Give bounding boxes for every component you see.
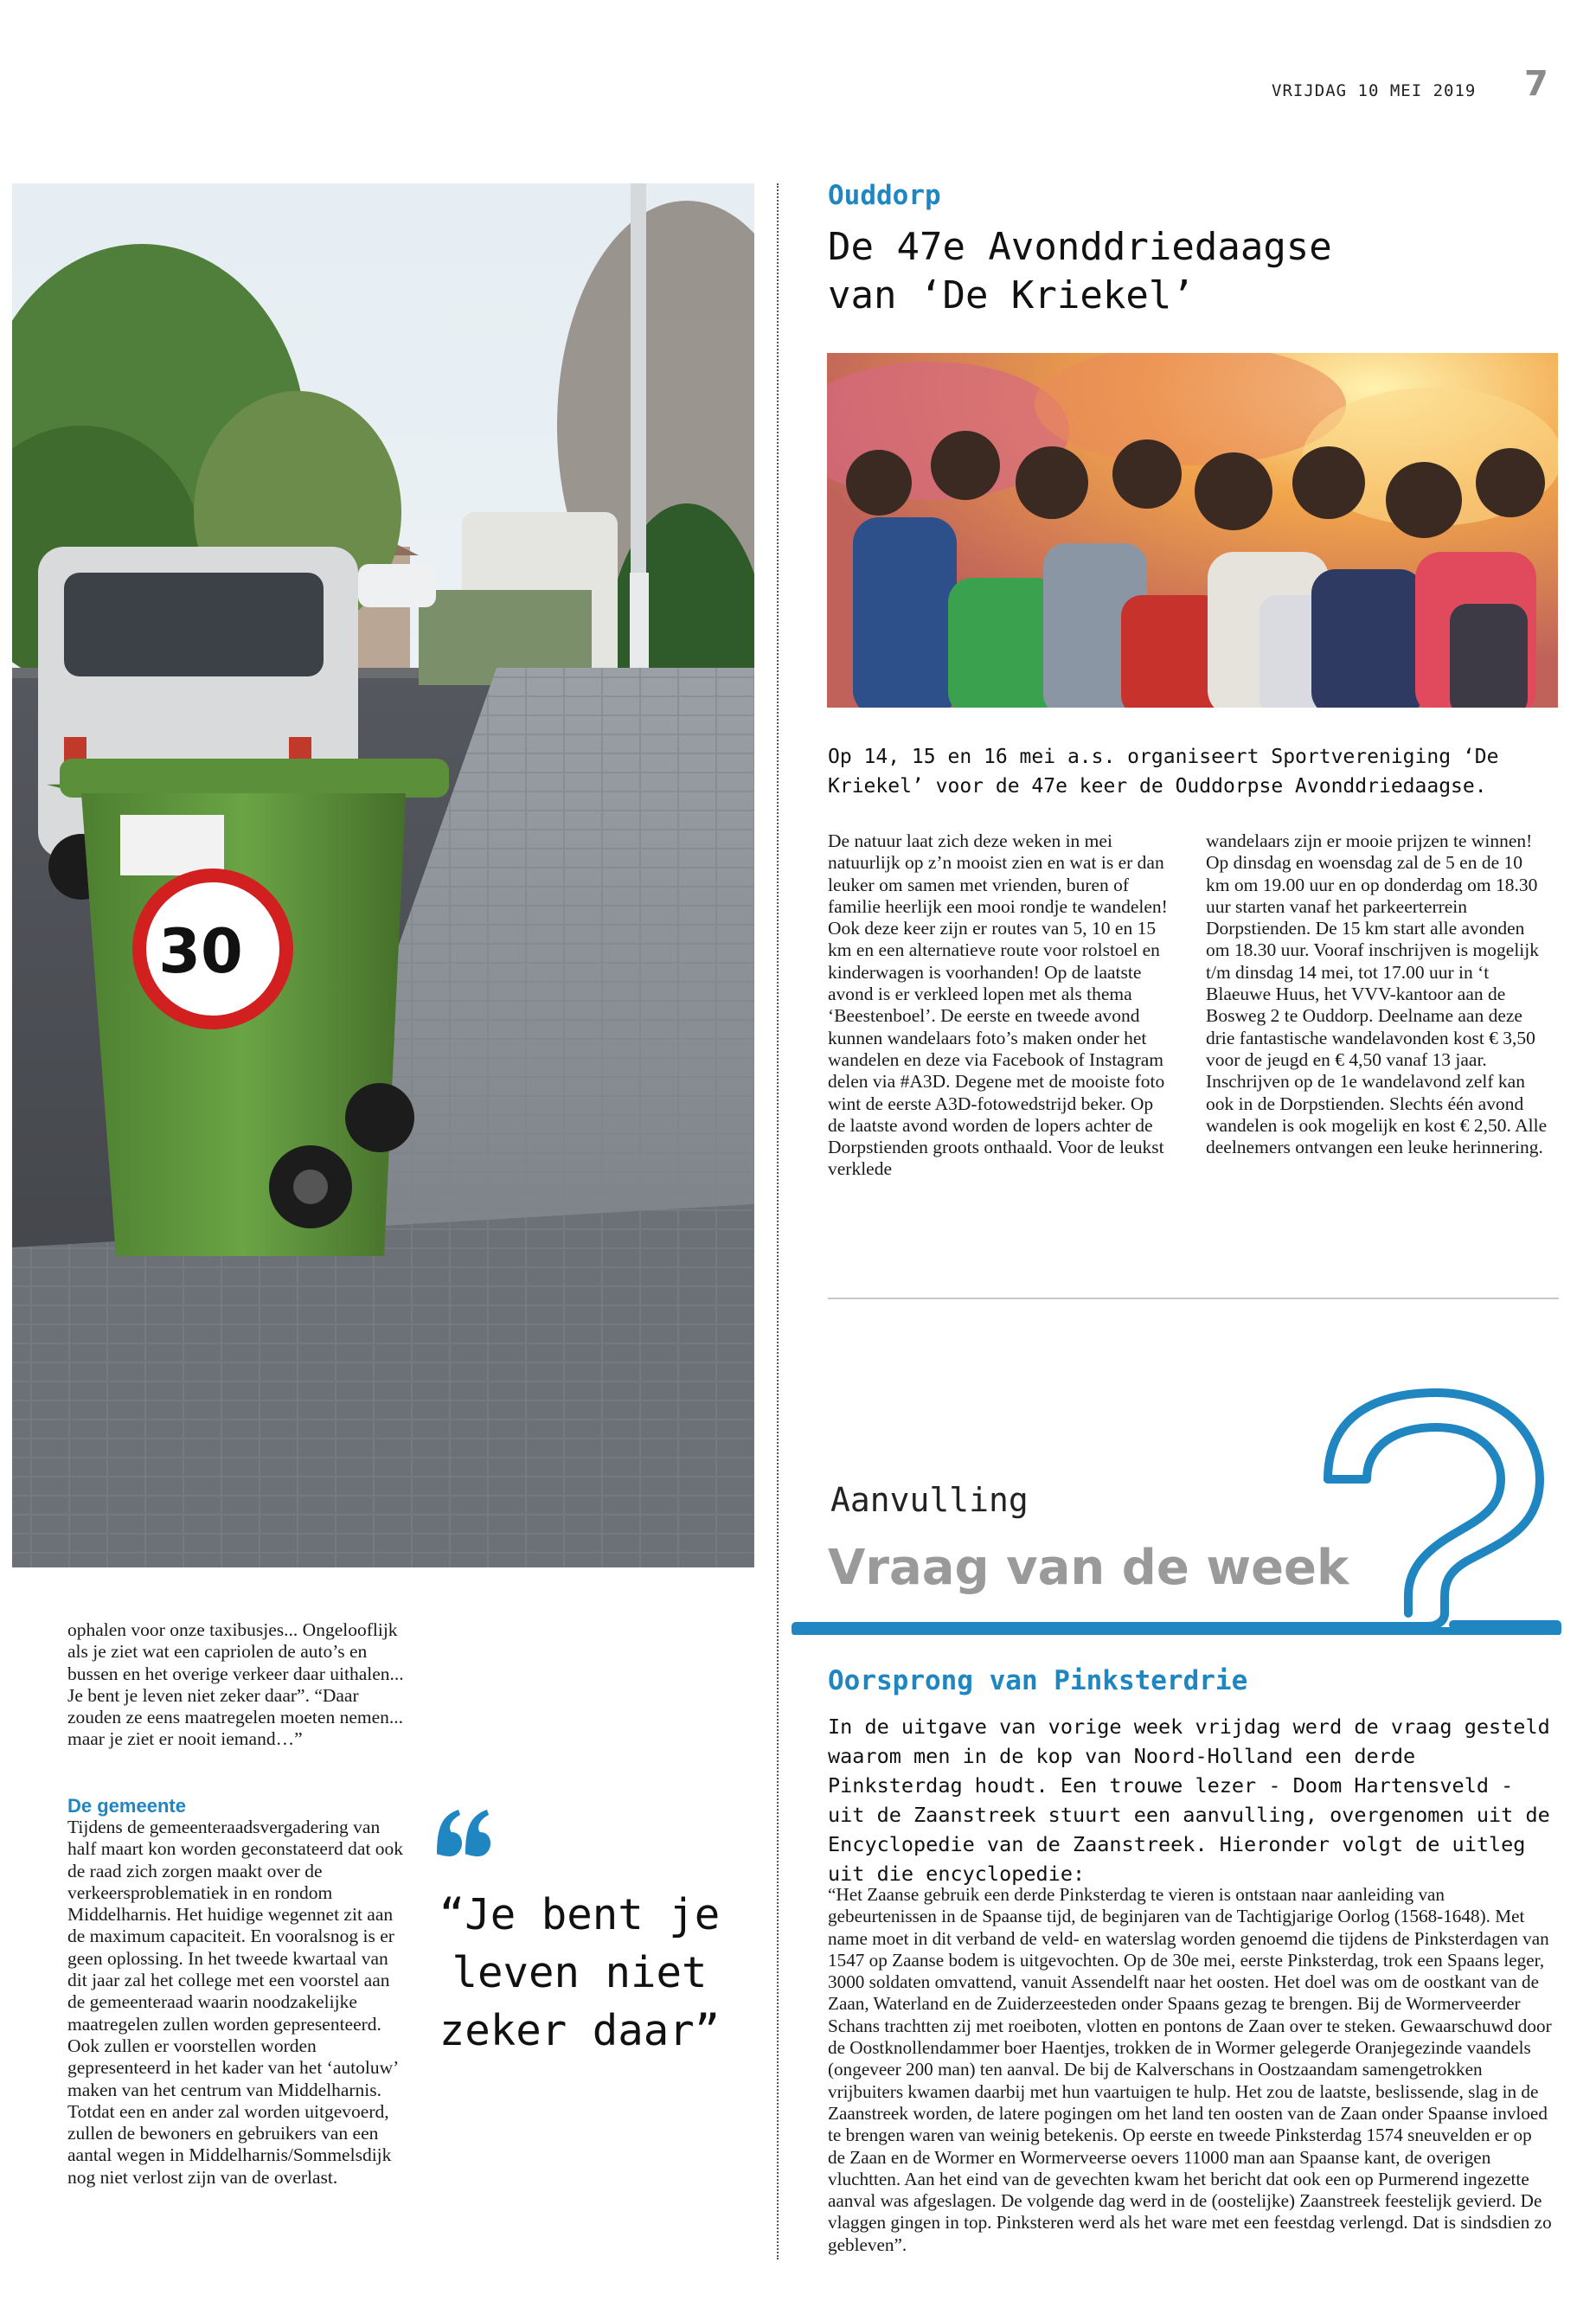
- article1-headline: [828, 223, 1485, 320]
- speed-sign-label: 30: [158, 916, 243, 987]
- article1-intro: Op 14, 15 en 16 mei a.s. organiseert Sportvereniging ‘De Kriekel’ voor de 47e keer de Ouddorpse Avonddriedaagse.: [828, 746, 1499, 798]
- article2-intro: In de uitgave van vorige week vrijdag werd de vraag gesteld waarom men in de kop van Noord-Holland een derde Pinksterdag houdt. Een trouwe lezer - Doom Hartensveld - uit de Zaanstreek stuurt een aanvulling, overgenomen uit de Encyclopedie van de Zaanstreek. Hieronder volgt de uitleg uit die encyclopedie:: [828, 1715, 1550, 1886]
- article2-kicker: Oorsprong van Pinksterdrie: [828, 1665, 1248, 1696]
- article1-kicker: Ouddorp: [828, 180, 941, 211]
- column-divider: [777, 183, 779, 2259]
- page-number: 7: [1524, 64, 1548, 104]
- article1-column-1: De natuur laat zich deze weken in mei natuurlijk op z’n mooist zien en wat is er dan leuker om samen met vrienden, buren of familie heerlijk een mooi rondje te wandelen! Ook deze keer zijn er routes van 5, 10 en 15 km en een alternatieve route voor rolstoel en kinderwagen is voorhanden! Op de laatste avond is er verkleed lopen met als thema ‘Beestenboel’. De eerste en tweede avond kunnen wandelaars foto’s maken onder het wandelen en deze via Facebook of Instagram delen via #A3D. Degene met de mooiste foto wint de eerste A3D-fotowedstrijd beker. Op de laatste avond worden de lopers achter de Dorpstienden groots onthaald. Voor de leukst verklede: [828, 830, 1168, 1180]
- headline-line-2: van ‘De Kriekel’: [828, 273, 1195, 317]
- section-rule: [828, 1298, 1559, 1299]
- article3-paragraph-2: Tijdens de gemeenteraadsvergadering van half maart kon worden geconstateerd dat ook de raad zich zorgen maakt over de verkeersproblematiek in en rondom Middelharnis. Het huidige wegennet zit aan de maximum capaciteit. En vooralsnog is er geen oplossing. In het tweede kwartaal van dit jaar zal het college met een voorstel aan de gemeenteraad waarin noodzakelijke maatregelen zullen worden gepresenteerd. Ook zullen er voorstellen worden gepresenteerd in het kader van het ‘autoluw’ maken van het centrum van Middelharnis. Totdat een en ander zal worden uitgevoerd, zullen de bewoners en gebruikers van een aantal wegen in Middelharnis/Sommelsdijk nog niet verlost zijn van de overlast.: [67, 1817, 404, 2188]
- article3-subhead: De gemeente: [67, 1795, 186, 1817]
- quote-mark-icon: [433, 1803, 493, 1863]
- article3-paragraph-1: ophalen voor onze taxibusjes... Ongelooflijk als je ziet wat een capriolen de auto’s en bussen en het overige verkeer daar uithalen... Je bent je leven niet zeker daar”. “Daar zouden ze eens maatregelen moeten nemen... maar je ziet er nooit iemand…”: [67, 1619, 404, 1750]
- article2-quote: “Het Zaanse gebruik een derde Pinksterdag te vieren is ontstaan naar aanleiding van gebeurtenissen in de Spaanse tijd, de beginjaren van de Tachtigjarige Oorlog (1568-1648). Met name moet in dit verband de veld- en waterslag worden genoemd die tijdens de Pinksterdagen van 1547 op Zaanse bodem is uitgevochten. Op de 30e mei, eerste Pinksterdag, trok een Spaans leger, 3000 soldaten omvattend, vanuit Assendelft naar het oosten. Het doel was om de oostkant van de Zaan, Waterland en de Zuiderzeesteden onder Spaans gezag te brengen. Bij de Wormerveerder Schans trachtten zij met roeiboten, vlotten en pontons de Zaan over te steken. Gewaarschuwd door de Oostknollendammer boer Haentjes, trokken de in Wormer gelegerde Oranjegezinde vaandels (ongeveer 200 man) ten aanval. De bij de Kalverschans in Oostzaandam samengetrokken vrijbuiters kwamen daarbij met hun vaartuigen te hulp. Het zou de laatste, beslissende, slag in de Zaanstreek worden, de latere pogingen om het land ten oosten van de Zaan onder Spaanse invloed te brengen waren van weinig betekenis. Op eerste en tweede Pinksterdag 1574 sneuvelden er op de Zaan en de Wormer en Wormerveerse oevers 11000 man aan Spaanse kant, de overigen vluchtten. Aan het eind van de gevechten kwam het bericht dat ook een op Purmerend ingezette aanval was afgeslagen. De volgende dag werd in de (oostelijke) Zaanstreek feestelijk gevierd. De vlaggen gingen in top. Pinksteren werd als het ware met een feestdag verlengd. Dat is sindsdien zo gebleven”.: [828, 1884, 1552, 2255]
- kids-photo: [827, 353, 1558, 708]
- headline-line-1: De 47e Avonddriedaagse: [828, 225, 1332, 269]
- pull-quote: “Je bent je leven niet zeker daar”: [439, 1890, 721, 2055]
- street-photo: [12, 183, 754, 1567]
- section-title: Vraag van de week: [828, 1540, 1349, 1596]
- section-small-title: Aanvulling: [830, 1481, 1029, 1519]
- issue-date: VRIJDAG 10 MEI 2019: [1272, 81, 1477, 100]
- article1-column-2: wandelaars zijn er mooie prijzen te winnen! Op dinsdag en woensdag zal de 5 en de 10 km om 19.00 uur en op donderdag om 18.30 uur starten vanaf het parkeerterrein Dorpstienden. De 15 km start alle avonden om 18.30 uur. Vooraf inschrijven is mogelijk t/m dinsdag 14 mei, tot 17.00 uur in ‘t Blaeuwe Huus, het VVV-kantoor aan de Bosweg 2 te Ouddorp. Deelname aan deze drie fantastische wandelavonden kost € 3,50 voor de jeugd en € 4,50 vanaf 13 jaar. Inschrijven op de 1e wandelavond zelf kan ook in de Dorpstienden. Slechts één avond wandelen is ook mogelijk en kost € 2,50. Alle deelnemers ontvangen een leuke herinnering.: [1206, 830, 1548, 1158]
